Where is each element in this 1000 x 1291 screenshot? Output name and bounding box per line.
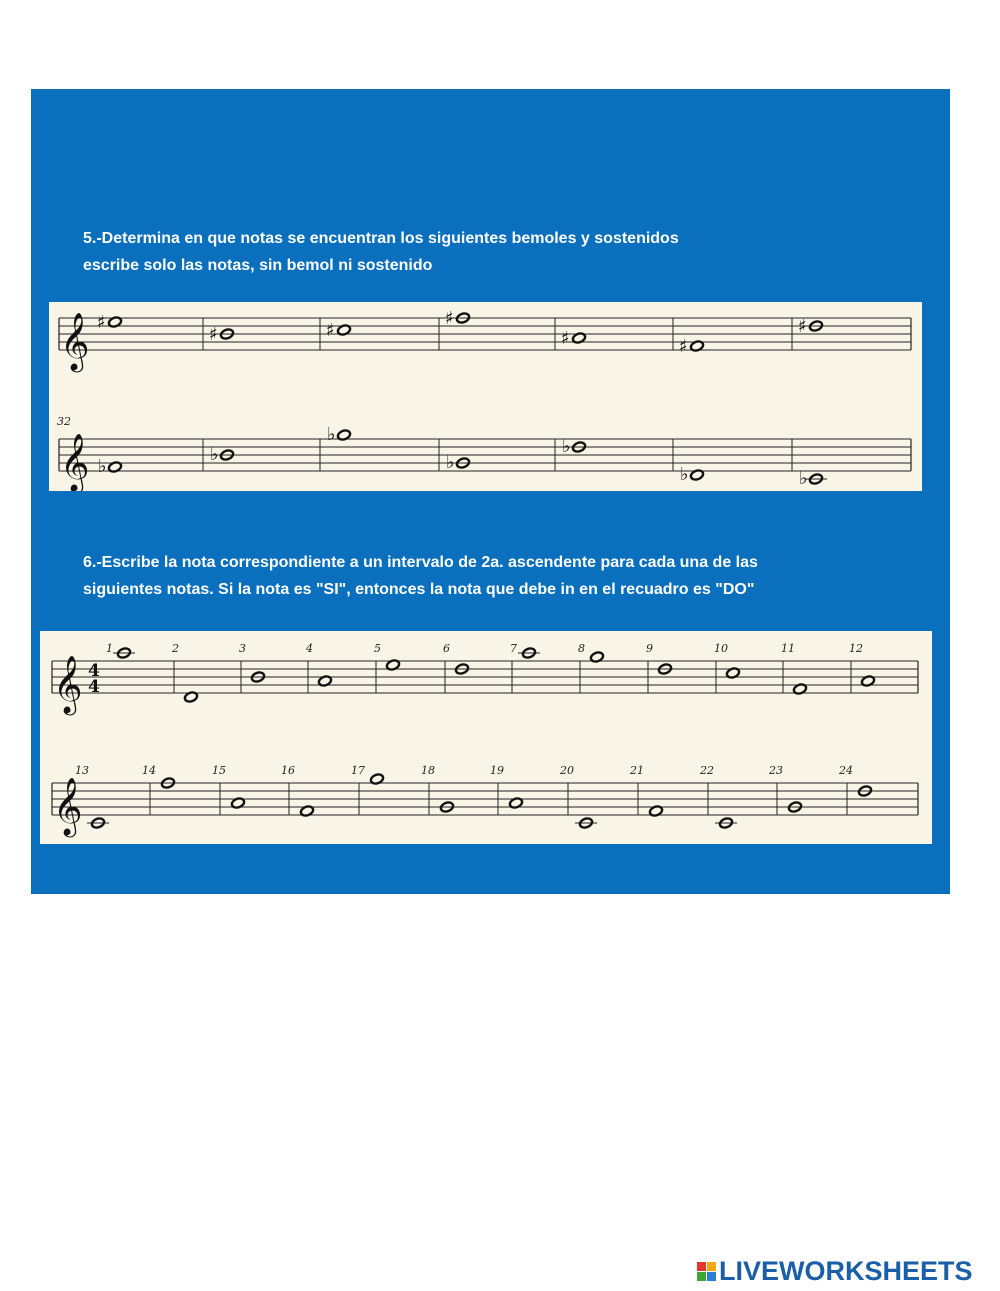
measure-number: 2 <box>172 642 179 655</box>
sharp-icon: ♯ <box>326 320 335 341</box>
time-signature-top: 4 <box>88 661 100 681</box>
flat-icon: ♭ <box>446 452 455 473</box>
logo-square <box>707 1262 716 1271</box>
liveworksheets-logo <box>697 1256 973 1286</box>
exercise-5-score <box>49 302 922 491</box>
exercise-6-staff-svg <box>40 631 932 844</box>
measure-number: 32 <box>57 415 71 428</box>
flat-icon: ♭ <box>98 456 107 477</box>
time-signature-bottom: 4 <box>88 677 100 697</box>
measure-number: 5 <box>374 642 381 655</box>
flat-icon: ♭ <box>562 436 571 457</box>
exercise-6-line-2: siguientes notas. Si la nota es "SI", entonces la nota que debe in en el recuadro es "DO" <box>83 581 755 598</box>
treble-clef-icon: 𝄞 <box>60 312 90 370</box>
sharp-icon: ♯ <box>561 328 570 349</box>
exercise-5-staff-svg <box>49 302 922 491</box>
measure-number: 13 <box>75 764 89 777</box>
sharp-icon: ♯ <box>798 316 807 337</box>
treble-clef-icon: 𝄞 <box>53 777 83 835</box>
measure-number: 12 <box>849 642 863 655</box>
logo-mark-icon <box>697 1262 716 1281</box>
logo-square <box>697 1262 706 1271</box>
flat-icon: ♭ <box>327 424 336 445</box>
measure-number: 10 <box>714 642 728 655</box>
measure-number: 23 <box>769 764 783 777</box>
measure-number: 8 <box>578 642 585 655</box>
measure-number: 11 <box>781 642 795 655</box>
logo-square <box>707 1272 716 1281</box>
exercise-5-line-2: escribe solo las notas, sin bemol ni sostenido <box>83 257 433 274</box>
measure-number: 9 <box>646 642 653 655</box>
treble-clef-icon: 𝄞 <box>60 433 90 491</box>
exercise-6-instructions <box>83 549 758 603</box>
sharp-icon: ♯ <box>445 308 454 329</box>
flat-icon: ♭ <box>680 464 689 485</box>
measure-number: 16 <box>281 764 295 777</box>
treble-clef-icon: 𝄞 <box>53 655 83 713</box>
logo-square <box>697 1272 706 1281</box>
measure-number: 20 <box>560 764 574 777</box>
sharp-icon: ♯ <box>679 336 688 357</box>
exercise-5-line-1: 5.-Determina en que notas se encuentran los siguientes bemoles y sostenidos <box>83 230 679 247</box>
exercise-6-score <box>40 631 932 844</box>
measure-number: 18 <box>421 764 435 777</box>
exercise-5-instructions <box>83 225 679 279</box>
exercise-6-line-1: 6.-Escribe la nota correspondiente a un intervalo de 2a. ascendente para cada una de las <box>83 554 758 571</box>
measure-number: 1 <box>106 642 113 655</box>
measure-number: 6 <box>443 642 450 655</box>
measure-number: 22 <box>700 764 714 777</box>
sharp-icon: ♯ <box>97 312 106 333</box>
measure-number: 3 <box>239 642 246 655</box>
logo-text: LIVEWORKSHEETS <box>719 1255 973 1286</box>
measure-number: 14 <box>142 764 156 777</box>
flat-icon: ♭ <box>799 468 808 489</box>
measure-number: 15 <box>212 764 226 777</box>
flat-icon: ♭ <box>210 444 219 465</box>
measure-number: 17 <box>351 764 365 777</box>
measure-number: 7 <box>510 642 517 655</box>
measure-number: 21 <box>630 764 644 777</box>
measure-number: 4 <box>306 642 313 655</box>
sharp-icon: ♯ <box>209 324 218 345</box>
measure-number: 24 <box>839 764 853 777</box>
measure-number: 19 <box>490 764 504 777</box>
